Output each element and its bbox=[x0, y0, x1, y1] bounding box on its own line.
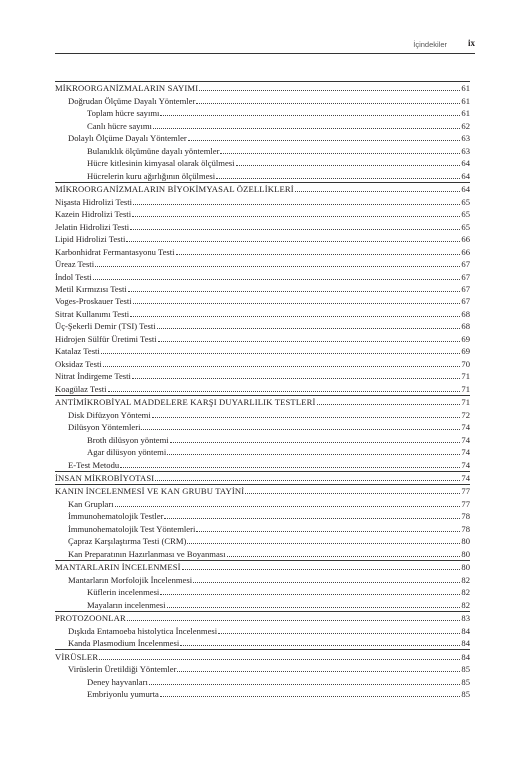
dot-leader bbox=[149, 684, 461, 685]
toc-entry-title: Oksidaz Testi bbox=[55, 358, 102, 369]
toc-page-number: 66 bbox=[461, 234, 470, 245]
dot-leader bbox=[158, 341, 461, 342]
toc-entry-title: Embriyonlu yumurta bbox=[87, 688, 159, 699]
toc-page-number: 80 bbox=[461, 548, 470, 559]
dot-leader bbox=[160, 696, 461, 697]
toc-entry bbox=[55, 688, 470, 700]
toc-entry-title: İNSAN MİKROBİYOTASI bbox=[55, 473, 155, 483]
toc-entry-title: Voges-Proskauer Testi bbox=[55, 296, 132, 307]
toc-entry bbox=[55, 258, 470, 270]
toc-entry-title: Mayaların incelenmesi bbox=[87, 599, 166, 610]
toc-page-number: 82 bbox=[461, 587, 470, 598]
dot-leader bbox=[180, 645, 460, 646]
toc-page-number: 63 bbox=[461, 133, 470, 144]
dot-leader bbox=[193, 582, 460, 583]
toc-section-heading bbox=[55, 182, 470, 195]
dot-leader bbox=[199, 90, 460, 91]
toc-entry bbox=[55, 119, 470, 131]
toc-entry bbox=[55, 157, 470, 169]
toc-entry-title: Kanda Plasmodium İncelenmesi bbox=[68, 638, 180, 649]
toc-entry-title: Nitrat İndirgeme Testi bbox=[55, 371, 131, 382]
header-rule bbox=[55, 53, 475, 54]
toc-entry-title: MANTARLARIN İNCELENMESİ bbox=[55, 562, 181, 573]
toc-entry-title: Dolaylı Ölçüme Dayalı Yöntemler bbox=[68, 133, 187, 144]
toc-entry bbox=[55, 535, 470, 547]
toc-page-number: 69 bbox=[461, 333, 470, 344]
toc-entry-title: Çapraz Karşılaştırma Testi (CRM) bbox=[68, 536, 187, 547]
toc-entry bbox=[55, 458, 470, 470]
toc-page-number: 80 bbox=[461, 536, 470, 547]
toc-page-number: 80 bbox=[461, 562, 470, 573]
toc-page-number: 64 bbox=[461, 170, 470, 181]
toc-section-heading bbox=[55, 395, 470, 408]
toc-page-number: 84 bbox=[461, 638, 470, 649]
dot-leader bbox=[295, 191, 461, 192]
toc-page-number: 61 bbox=[461, 108, 470, 119]
toc-entry-title: Koagülaz Testi bbox=[55, 383, 107, 394]
toc-entry bbox=[55, 586, 470, 598]
toc-page-number: 66 bbox=[461, 246, 470, 257]
dot-leader bbox=[157, 328, 461, 329]
toc-page-number: 67 bbox=[461, 296, 470, 307]
toc-page-number: 65 bbox=[461, 196, 470, 207]
toc-entry bbox=[55, 332, 470, 344]
toc-page-number: 61 bbox=[461, 83, 470, 94]
toc-entry-title: Disk Difüzyon Yöntemi bbox=[68, 409, 151, 420]
toc-entry bbox=[55, 94, 470, 106]
dot-leader bbox=[132, 378, 460, 379]
toc-entry bbox=[55, 598, 470, 610]
toc-page-number: 85 bbox=[461, 688, 470, 699]
page-number: ix bbox=[467, 38, 475, 48]
dot-leader bbox=[133, 303, 461, 304]
toc-entry bbox=[55, 132, 470, 144]
dot-leader bbox=[152, 417, 461, 418]
dot-leader bbox=[128, 291, 461, 292]
toc-page-number: 74 bbox=[461, 422, 470, 433]
toc-page-number: 82 bbox=[461, 599, 470, 610]
dot-leader bbox=[120, 467, 460, 468]
toc-section-heading bbox=[55, 649, 470, 662]
toc-page-number: 63 bbox=[461, 145, 470, 156]
toc-page-number: 71 bbox=[461, 371, 470, 382]
dot-leader bbox=[170, 442, 461, 443]
toc-page-number: 70 bbox=[461, 358, 470, 369]
toc-entry bbox=[55, 446, 470, 458]
toc-page-number: 77 bbox=[461, 486, 470, 497]
dot-leader bbox=[133, 204, 460, 205]
dot-leader bbox=[218, 633, 460, 634]
toc-entry bbox=[55, 283, 470, 295]
toc-page-number: 74 bbox=[461, 434, 470, 445]
dot-leader bbox=[317, 404, 461, 405]
toc-entry-title: Karbonhidrat Fermantasyonu Testi bbox=[55, 246, 175, 257]
toc-entry-title: Sitrat Kullanımı Testi bbox=[55, 308, 130, 319]
toc-page-number: 85 bbox=[461, 676, 470, 687]
toc-entry bbox=[55, 270, 470, 282]
toc-entry bbox=[55, 357, 470, 369]
toc-entry-title: MİKROORGANİZMALARIN SAYIMI bbox=[55, 83, 199, 94]
dot-leader bbox=[216, 178, 460, 179]
toc-page-number: 62 bbox=[461, 120, 470, 131]
toc-page-number: 71 bbox=[461, 397, 470, 408]
toc-entry bbox=[55, 220, 470, 232]
toc-entry bbox=[55, 169, 470, 181]
dot-leader bbox=[177, 671, 460, 672]
dot-leader bbox=[160, 594, 460, 595]
toc-page-number: 85 bbox=[461, 664, 470, 675]
dot-leader bbox=[101, 353, 461, 354]
toc-section-heading bbox=[55, 611, 470, 624]
toc-page-number: 64 bbox=[461, 184, 470, 195]
toc-page-number: 69 bbox=[461, 346, 470, 357]
dot-leader bbox=[196, 103, 460, 104]
toc-entry bbox=[55, 675, 470, 687]
toc-page-number: 65 bbox=[461, 221, 470, 232]
toc-entry-title: Broth dilüsyon yöntemi bbox=[87, 434, 169, 445]
toc-entry-title: KANIN İNCELENMESİ VE KAN GRUBU TAYİNİ bbox=[55, 486, 245, 497]
toc-entry-title: MİKROORGANİZMALARIN BİYOKİMYASAL ÖZELLİKLERİ bbox=[55, 184, 294, 195]
toc-entry bbox=[55, 345, 470, 357]
toc-entry-title: İndol Testi bbox=[55, 271, 92, 282]
toc-entry-title: Bulanıklık ölçümüne dayalı yöntemler bbox=[87, 145, 220, 156]
header-title: İçindekiler bbox=[413, 40, 447, 49]
dot-leader bbox=[130, 229, 460, 230]
toc-page-number: 68 bbox=[461, 321, 470, 332]
toc-page-number: 67 bbox=[461, 271, 470, 282]
toc-entry-title: Canlı hücre sayımı bbox=[87, 120, 152, 131]
toc-page-number: 78 bbox=[461, 511, 470, 522]
toc-page-number: 77 bbox=[461, 498, 470, 509]
dot-leader bbox=[245, 493, 460, 494]
toc-entry-title: PROTOZOONLAR bbox=[55, 613, 126, 624]
toc-page-number: 67 bbox=[461, 259, 470, 270]
toc-entry-title: Üreaz Testi bbox=[55, 259, 95, 270]
toc-entry bbox=[55, 245, 470, 257]
toc-entry bbox=[55, 421, 470, 433]
dot-leader bbox=[108, 391, 461, 392]
toc-entry bbox=[55, 370, 470, 382]
dot-leader bbox=[167, 607, 461, 608]
toc-entry-title: Metil Kırmızısı Testi bbox=[55, 283, 127, 294]
dot-leader bbox=[164, 518, 460, 519]
toc-entry bbox=[55, 107, 470, 119]
toc-entry-title: Hidrojen Sülfür Üretimi Testi bbox=[55, 333, 157, 344]
toc-entry-title: Deney hayvanları bbox=[87, 676, 148, 687]
toc-entry bbox=[55, 433, 470, 445]
toc-entry bbox=[55, 547, 470, 559]
dot-leader bbox=[127, 620, 461, 621]
toc-page-number: 74 bbox=[461, 447, 470, 458]
toc-entry bbox=[55, 624, 470, 636]
dot-leader bbox=[126, 241, 460, 242]
toc-entry-title: E-Test Metodu bbox=[68, 459, 120, 470]
toc-entry-title: ANTİMİKROBİYAL MADDELERE KARŞI DUYARLILIK TESTLERİ bbox=[55, 397, 316, 408]
toc-entry-title: Katalaz Testi bbox=[55, 346, 100, 357]
toc-entry bbox=[55, 208, 470, 220]
toc-page-number: 84 bbox=[461, 651, 470, 662]
toc-page-number: 72 bbox=[461, 409, 470, 420]
toc-entry-title: Nişasta Hidrolizi Testi bbox=[55, 196, 133, 207]
running-header bbox=[55, 37, 475, 55]
toc-page-number: 84 bbox=[461, 625, 470, 636]
toc-section-heading bbox=[55, 81, 470, 94]
toc-entry-title: Kazein Hidrolizi Testi bbox=[55, 209, 132, 220]
dot-leader bbox=[188, 140, 461, 141]
dot-leader bbox=[130, 316, 460, 317]
toc-entry-title: Dışkıda Entamoeba histolytica İncelenmesi bbox=[68, 625, 218, 636]
toc-entry-title: Küflerin incelenmesi bbox=[87, 587, 160, 598]
toc-page-number: 74 bbox=[461, 473, 470, 483]
toc-page-number: 83 bbox=[461, 613, 470, 624]
toc-entry bbox=[55, 663, 470, 675]
toc-entry bbox=[55, 497, 470, 509]
toc-entry bbox=[55, 307, 470, 319]
toc-page-number: 68 bbox=[461, 308, 470, 319]
table-of-contents bbox=[55, 81, 470, 700]
dot-leader bbox=[99, 659, 460, 660]
toc-entry-title: Mantarların Morfolojik İncelenmesi bbox=[68, 574, 193, 585]
dot-leader bbox=[236, 165, 461, 166]
toc-page-number: 74 bbox=[461, 459, 470, 470]
toc-entry bbox=[55, 408, 470, 420]
dot-leader bbox=[167, 454, 460, 455]
toc-entry-title: VİRÜSLER bbox=[55, 651, 99, 662]
toc-entry-title: İmmunohematolojik Test Yöntemleri bbox=[68, 523, 196, 534]
toc-entry bbox=[55, 382, 470, 394]
toc-page-number: 65 bbox=[461, 209, 470, 220]
dot-leader bbox=[141, 429, 460, 430]
toc-entry-title: Lipid Hidrolizi Testi bbox=[55, 234, 126, 245]
toc-entry-title: Doğrudan Ölçüme Dayalı Yöntemler bbox=[68, 95, 196, 106]
toc-entry-title: Toplam hücre sayımı bbox=[87, 108, 160, 119]
toc-entry-title: Agar dilüsyon yöntemi bbox=[87, 447, 167, 458]
toc-entry bbox=[55, 320, 470, 332]
dot-leader bbox=[160, 115, 460, 116]
dot-leader bbox=[187, 543, 460, 544]
dot-leader bbox=[153, 128, 460, 129]
dot-leader bbox=[115, 506, 461, 507]
dot-leader bbox=[176, 254, 461, 255]
toc-entry-title: Kan Grupları bbox=[68, 498, 114, 509]
toc-entry bbox=[55, 522, 470, 534]
toc-page-number: 64 bbox=[461, 158, 470, 169]
toc-entry-title: Hücre kitlesinin kimyasal olarak ölçülmesi bbox=[87, 158, 235, 169]
toc-page-number: 82 bbox=[461, 574, 470, 585]
dot-leader bbox=[132, 216, 460, 217]
toc-entry bbox=[55, 510, 470, 522]
toc-entry bbox=[55, 233, 470, 245]
toc-entry-title: Jelatin Hidrolizi Testi bbox=[55, 221, 130, 232]
toc-entry-title: Dilüsyon Yöntemleri bbox=[68, 422, 141, 433]
toc-entry bbox=[55, 573, 470, 585]
toc-page-number: 78 bbox=[461, 523, 470, 534]
dot-leader bbox=[155, 480, 460, 481]
toc-entry bbox=[55, 295, 470, 307]
toc-entry bbox=[55, 195, 470, 207]
toc-entry bbox=[55, 144, 470, 156]
toc-entry-title: İmmunohematolojik Testler bbox=[68, 511, 164, 522]
dot-leader bbox=[182, 569, 461, 570]
dot-leader bbox=[227, 556, 461, 557]
dot-leader bbox=[95, 266, 460, 267]
toc-entry-title: Hücrelerin kuru ağırlığının ölçülmesi bbox=[87, 170, 216, 181]
toc-entry bbox=[55, 637, 470, 649]
toc-entry-title: Virüslerin Üretildiği Yöntemler bbox=[68, 664, 177, 675]
toc-entry-title: Kan Preparatının Hazırlanması ve Boyanması bbox=[68, 548, 226, 559]
toc-page-number: 67 bbox=[461, 283, 470, 294]
toc-page-number: 61 bbox=[461, 95, 470, 106]
dot-leader bbox=[103, 366, 461, 367]
dot-leader bbox=[196, 531, 460, 532]
toc-entry-title: Üç-Şekerli Demir (TSI) Testi bbox=[55, 321, 156, 332]
toc-section-heading bbox=[55, 484, 470, 497]
toc-section-heading bbox=[55, 471, 470, 484]
dot-leader bbox=[93, 279, 461, 280]
toc-page-number: 71 bbox=[461, 383, 470, 394]
toc-section-heading bbox=[55, 560, 470, 573]
dot-leader bbox=[220, 153, 460, 154]
